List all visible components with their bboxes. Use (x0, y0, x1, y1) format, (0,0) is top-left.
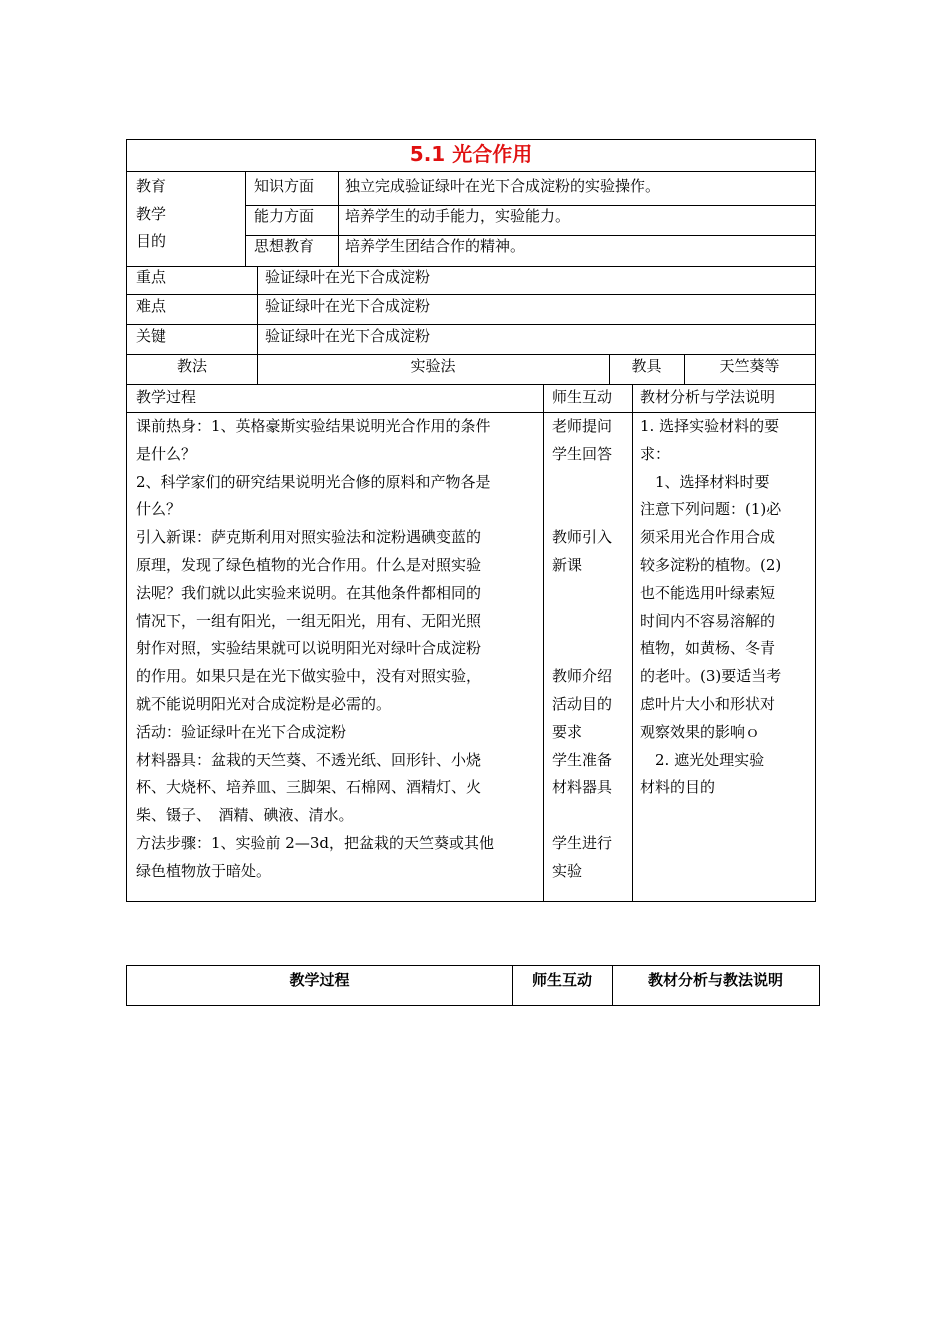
row-divider (127, 171, 815, 172)
row-divider (245, 205, 815, 206)
process-line: 方法步骤：1、实验前 2—3d，把盆栽的天竺葵或其他 (136, 833, 495, 852)
analysis-line: 时间内不容易溶解的 (640, 611, 776, 630)
interaction-line: 活动目的 (552, 694, 613, 713)
objectives-label-line: 教育 (136, 177, 167, 195)
row-divider (127, 266, 815, 267)
process-column (136, 413, 536, 886)
analysis-line: 须采用光合作用合成 (640, 528, 776, 547)
process-line: 引入新课：萨克斯利用对照实验法和淀粉遇碘变蓝的 (136, 528, 482, 547)
analysis-line: 求： (640, 444, 671, 463)
key-content: 验证绿叶在光下合成淀粉 (265, 297, 431, 315)
analysis-line: 材料的目的 (640, 778, 716, 797)
process-line: 什么？ (136, 500, 182, 519)
process-line: 材料器具：盆栽的天竺葵、不透光纸、回形针、小烧 (136, 750, 482, 769)
interaction-line (552, 635, 632, 663)
page-title: 5.1 光合作用 (409, 142, 533, 166)
process-line: 柴、镊子、 酒精、碘液、清水。 (136, 806, 354, 825)
row-divider (127, 294, 815, 295)
process-line: 绿色植物放于暗处。 (136, 861, 272, 880)
process-line: 情况下，一组有阳光，一组无阳光，用有、无阳光照 (136, 611, 482, 630)
objective-content: 独立完成验证绿叶在光下合成淀粉的实验操作。 (345, 177, 661, 195)
objective-aspect: 能力方面 (254, 207, 315, 225)
interaction-line (552, 496, 632, 524)
col-divider (338, 171, 339, 266)
key-label: 重点 (136, 268, 167, 286)
method-label: 教法 (176, 357, 207, 375)
process-line: 就不能说明阳光对合成淀粉是必需的。 (136, 694, 392, 713)
process-line: 法呢？我们就以此实验来说明。在其他条件都相同的 (136, 583, 482, 602)
key-content: 验证绿叶在光下合成淀粉 (265, 327, 431, 345)
process-line: 是什么？ (136, 444, 197, 463)
header-process: 教学过程 (136, 388, 197, 406)
process-line: 课前热身：1、英格豪斯实验结果说明光合作用的条件 (136, 417, 491, 435)
header-analysis: 教材分析与学法说明 (640, 388, 776, 406)
interaction-line: 要求 (552, 722, 583, 741)
tool-label: 教具 (631, 357, 662, 375)
analysis-column (640, 413, 812, 802)
row-divider (127, 354, 815, 355)
objective-aspect: 知识方面 (254, 177, 315, 195)
interaction-line: 学生准备 (552, 750, 613, 769)
interaction-line: 教师介绍 (552, 667, 613, 686)
analysis-line: 2. 遮光处理实验 (640, 750, 765, 769)
process-line: 2、科学家们的研究结果说明光合修的原料和产物各是 (136, 472, 491, 491)
objectives-label-line: 目的 (136, 232, 167, 250)
second-header-interaction: 师生互动 (531, 971, 592, 989)
col-divider (632, 384, 633, 901)
key-label: 关键 (136, 327, 167, 345)
objectives-label-line: 教学 (136, 205, 167, 223)
process-line: 射作对照，实验结果就可以说明阳光对绿叶合成淀粉 (136, 639, 482, 658)
interaction-line (552, 608, 632, 636)
interaction-line: 老师提问 (552, 417, 613, 435)
objective-content: 培养学生的动手能力，实验能力。 (345, 207, 571, 225)
interaction-line: 学生进行 (552, 833, 613, 852)
analysis-line: 也不能选用叶绿素短 (640, 583, 776, 602)
second-header-process: 教学过程 (289, 971, 350, 989)
objective-content: 培养学生团结合作的精神。 (345, 237, 526, 255)
interaction-line: 新课 (552, 555, 583, 574)
analysis-line: 植物，如黄杨、冬青 (640, 639, 776, 658)
interaction-line (552, 580, 632, 608)
col-divider (543, 384, 544, 901)
method-value: 实验法 (410, 357, 456, 375)
interaction-line (552, 469, 632, 497)
interaction-line: 教师引入 (552, 528, 613, 547)
analysis-line: 的老叶。(3)要适当考 (640, 667, 782, 686)
analysis-line: 1、选择材料时要 (640, 472, 770, 491)
interaction-line: 实验 (552, 861, 583, 880)
row-divider (127, 324, 815, 325)
interaction-line (552, 802, 632, 830)
second-header-analysis: 教材分析与教法说明 (647, 971, 783, 989)
interaction-line: 材料器具 (552, 778, 613, 797)
process-line: 的作用。如果只是在光下做实验中，没有对照实验， (136, 667, 482, 686)
analysis-line: 1. 选择实验材料的要 (640, 417, 780, 435)
key-label: 难点 (136, 297, 167, 315)
process-line: 活动：验证绿叶在光下合成淀粉 (136, 722, 347, 741)
process-line: 原理，发现了绿色植物的光合作用。什么是对照实验 (136, 555, 482, 574)
key-content: 验证绿叶在光下合成淀粉 (265, 268, 431, 286)
analysis-line: 观察效果的影响ｏ (640, 722, 761, 741)
row-divider (245, 235, 815, 236)
col-divider (245, 171, 246, 266)
interaction-column (552, 413, 632, 886)
tool-value: 天竺葵等 (719, 357, 780, 375)
analysis-line: 注意下列问题：(1)必 (640, 500, 782, 519)
analysis-line: 虑叶片大小和形状对 (640, 694, 776, 713)
analysis-line: 较多淀粉的植物。(2) (640, 555, 782, 574)
interaction-line: 学生回答 (552, 444, 613, 463)
process-line: 杯、大烧杯、培养皿、三脚架、石棉网、酒精灯、火 (136, 778, 482, 797)
objective-aspect: 思想教育 (254, 237, 315, 255)
row-divider (127, 384, 815, 385)
header-interaction: 师生互动 (552, 388, 613, 406)
